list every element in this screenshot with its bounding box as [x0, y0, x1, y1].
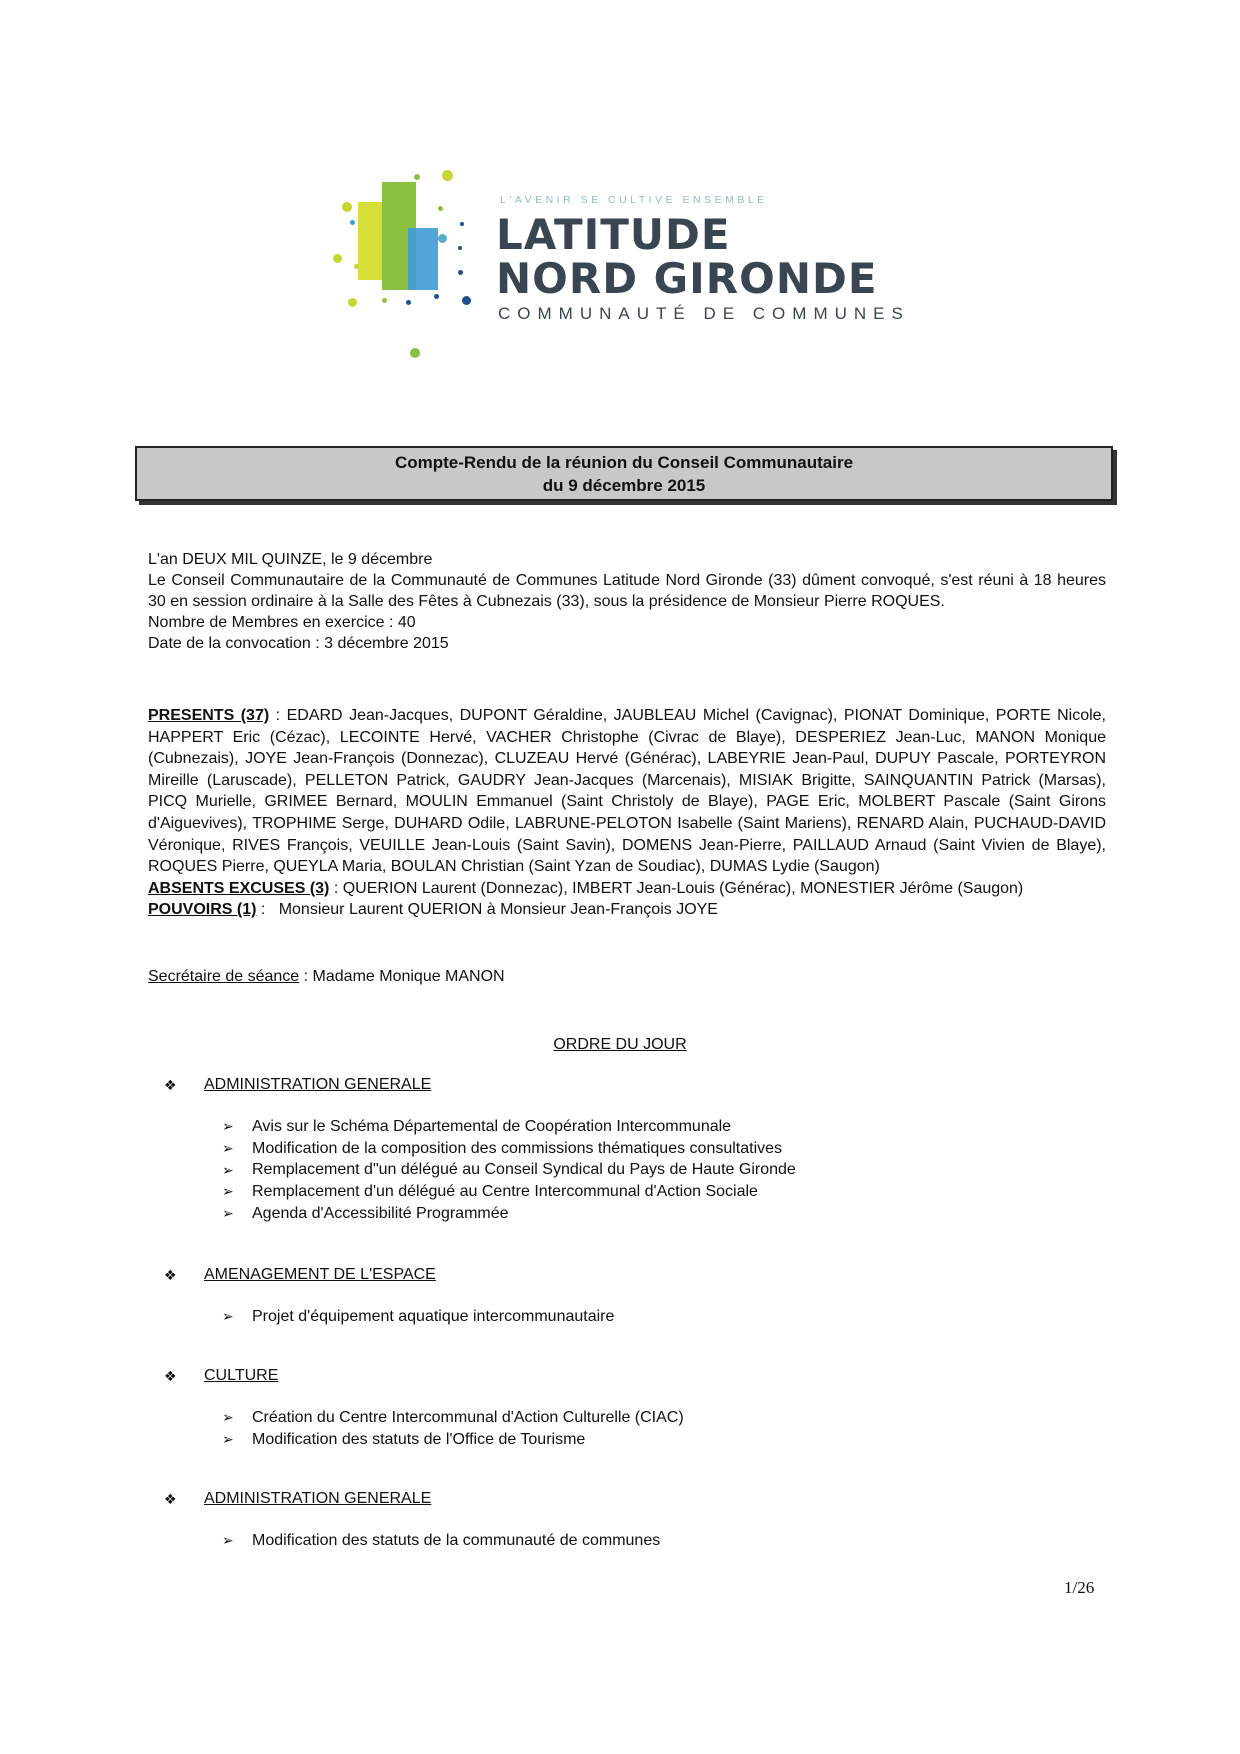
- agenda-item: ➢ Remplacement d"un délégué au Conseil Syndical du Pays de Haute Gironde: [222, 1161, 796, 1179]
- agenda-section: [164, 1264, 1114, 1328]
- diamond-bullet-icon: ❖: [164, 1367, 177, 1384]
- logo-tagline: L'AVENIR SE CULTIVE ENSEMBLE: [500, 194, 768, 206]
- logo: [330, 170, 950, 370]
- logo-title-line1: LATITUDE: [496, 210, 731, 259]
- agenda-section: [164, 1365, 1114, 1450]
- secretary-name: : Madame Monique MANON: [299, 968, 505, 985]
- arrow-bullet-icon: ➢: [222, 1409, 234, 1426]
- meeting-paragraph: Le Conseil Communautaire de la Communauté de Communes Latitude Nord Gironde (33) dûment convoqué, s'est réuni à 18 heures 30 en session ordinaire à la Salle des Fêtes à Cubnezais (33), sous la présidence de Monsieur Pierre ROQUES.: [148, 572, 1106, 610]
- arrow-bullet-icon: ➢: [222, 1140, 234, 1157]
- secretary-line: [148, 968, 1106, 986]
- agenda-item: ➢ Modification de la composition des commissions thématiques consultatives: [222, 1139, 783, 1157]
- agenda-item: ➢ Modification des statuts de l'Office de Tourisme: [222, 1430, 586, 1448]
- absents-paragraph: [148, 878, 1106, 900]
- diamond-bullet-icon: ❖: [164, 1490, 177, 1507]
- diamond-bullet-icon: ❖: [164, 1076, 177, 1093]
- agenda-item: ➢ Remplacement d'un délégué au Centre Intercommunal d'Action Sociale: [222, 1182, 758, 1200]
- intro-block: [148, 549, 1106, 654]
- absents-label: ABSENTS EXCUSES (3): [148, 879, 330, 897]
- arrow-bullet-icon: ➢: [222, 1118, 234, 1135]
- document-title-box: [135, 446, 1113, 501]
- arrow-bullet-icon: ➢: [222, 1431, 234, 1448]
- document-title-line2: du 9 décembre 2015: [542, 476, 706, 495]
- agenda-title: ORDRE DU JOUR: [553, 1036, 687, 1053]
- pouvoirs-text: : Monsieur Laurent QUERION à Monsieur Jean-François JOYE: [256, 901, 718, 919]
- arrow-bullet-icon: ➢: [222, 1308, 234, 1325]
- arrow-bullet-icon: ➢: [222, 1161, 234, 1178]
- agenda-section: [164, 1488, 1114, 1552]
- convocation-date: Date de la convocation : 3 décembre 2015: [148, 635, 449, 652]
- logo-title-line2: NORD GIRONDE: [496, 254, 878, 303]
- pouvoirs-label: POUVOIRS (1): [148, 901, 257, 919]
- attendance-block: [148, 705, 1106, 921]
- members-count: Nombre de Membres en exercice : 40: [148, 614, 416, 631]
- presents-list: : EDARD Jean-Jacques, DUPONT Géraldine, JAUBLEAU Michel (Cavignac), PIONAT Dominique, PORTE Nicole, HAPPERT Eric (Cézac), LECOINTE Hervé, VACHER Christophe (Civrac de Blaye), DESPERIEZ Jean-Luc, MANON Monique (Cubnezais), JOYE Jean-François (Donnezac), CLUZEAU Hervé (Générac), LABEYRIE Jean-Paul, DUPUY Pascale, PORTEYRON Mireille (Laruscade), PELLETON Patrick, GAUDRY Jean-Jacques (Marcenais), MISIAK Brigitte, SAINQUANTIN Patrick (Marsas), PICQ Murielle, GRIMEE Bernard, MOULIN Emmanuel (Saint Christoly de Blaye), PAGE Eric, MOLBERT Pascale (Saint Girons d'Aiguevives), TROPHIME Serge, DUHARD Odile, LABRUNE-PELOTON Isabelle (Saint Mariens), RENARD Alain, PUCHAUD-DAVID Véronique, RIVES François, VEUILLE Jean-Louis (Saint Savin), DOMENS Jean-Pierre, PAILLAUD Arnaud (Saint Vivien de Blaye), ROQUES Pierre, QUEYLA Maria, BOULAN Christian (Saint Yzan de Soudiac), DUMAS Lydie (Saugon): [148, 707, 1107, 876]
- arrow-bullet-icon: ➢: [222, 1532, 234, 1549]
- presents-label: PRESENTS (37): [148, 707, 270, 724]
- agenda-item: ➢ Agenda d'Accessibilité Programmée: [222, 1204, 509, 1222]
- arrow-bullet-icon: ➢: [222, 1183, 234, 1200]
- agenda-item: ➢ Projet d'équipement aquatique intercommunautaire: [222, 1307, 615, 1325]
- agenda-section-title: CULTURE: [204, 1367, 279, 1384]
- agenda-section-title: AMENAGEMENT DE L'ESPACE: [204, 1266, 436, 1283]
- agenda-item: ➢ Modification des statuts de la communauté de communes: [222, 1531, 661, 1549]
- meeting-date-line: L'an DEUX MIL QUINZE, le 9 décembre: [148, 551, 433, 568]
- agenda-section: [164, 1074, 1114, 1224]
- arrow-bullet-icon: ➢: [222, 1205, 234, 1222]
- absents-list: : QUERION Laurent (Donnezac), IMBERT Jean-Louis (Générac), MONESTIER Jérôme (Saugon): [329, 879, 1024, 897]
- agenda-section-title: ADMINISTRATION GENERALE: [204, 1076, 432, 1093]
- document-title-line1: Compte-Rendu de la réunion du Conseil Communautaire: [394, 453, 854, 472]
- secretary-label: Secrétaire de séance: [148, 968, 300, 985]
- agenda-item: ➢ Création du Centre Intercommunal d'Action Culturelle (CIAC): [222, 1408, 684, 1426]
- page-number: 1/26: [1064, 1578, 1095, 1597]
- agenda-item: ➢ Avis sur le Schéma Départemental de Coopération Intercommunale: [222, 1117, 732, 1135]
- agenda-section-title: ADMINISTRATION GENERALE: [204, 1490, 432, 1507]
- presents-paragraph: [148, 705, 1106, 878]
- diamond-bullet-icon: ❖: [164, 1266, 177, 1283]
- pouvoirs-paragraph: [148, 899, 1106, 921]
- logo-subtitle: COMMUNAUTÉ DE COMMUNES: [498, 304, 910, 323]
